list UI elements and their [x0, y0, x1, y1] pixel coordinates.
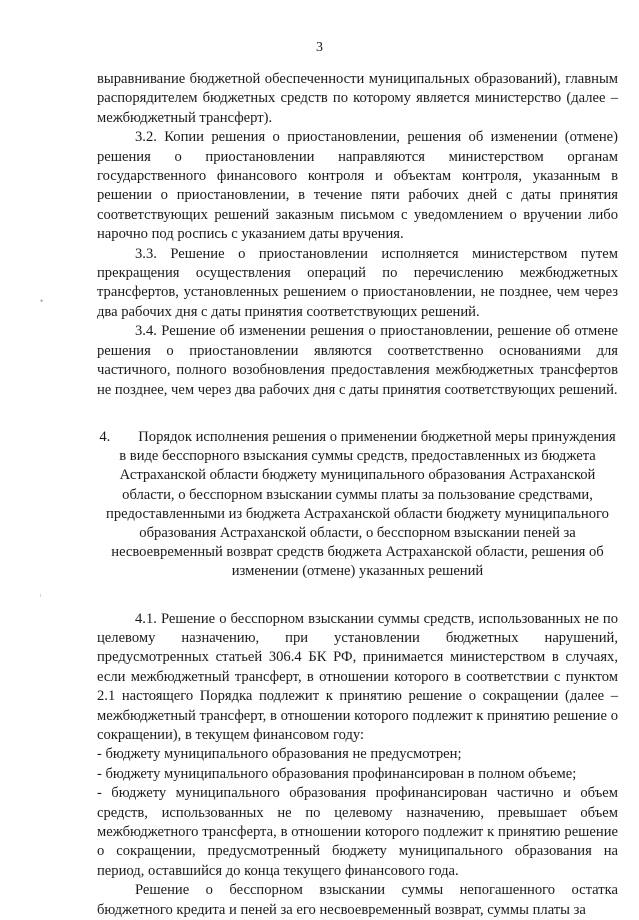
section-heading-number: 4.	[99, 428, 111, 445]
list-item: - бюджету муниципального образования не предусмотрен;	[97, 746, 462, 763]
paragraph-3-2: 3.2. Копии решения о приостановлении, решения об изменении (отмене) решения о приостановлении направляются министерством органам государственного финансового контроля и объектам контроля, указанным в решении о приостановлении, в течение пяти рабочих дней с даты принятия соответствующих решений заказным письмом с уведомлением о вручении либо нарочно под роспись с указанием даты вручения.	[97, 129, 618, 243]
paragraph-last: Решение о бесспорном взыскании суммы непогашенного остатка бюджетного кредита и пеней за его несвоевременный возврат, суммы платы за	[97, 882, 618, 918]
page-number: 3	[316, 40, 323, 55]
paragraph-3-4: 3.4. Решение об изменении решения о приостановлении, решение об отмене решения о приостановлении являются соответственно основаниями для частичного, полного возобновления предоставления межбюджетных трансфертов не позднее, чем через два рабочих дня с даты принятия соответствующих решений.	[97, 323, 618, 398]
list-item: - бюджету муниципального образования профинансирован в полном объеме;	[97, 765, 577, 782]
list-item: - бюджету муниципального образования профинансирован частично и объем средств, использованных не по целевому назначению, превышает объем межбюджетного трансферта, в отношении которого подлежит к принятию решение о сокращении, предусмотренный бюджету муниципального образования на период, оставшийся до конца текущего финансового года.	[97, 785, 618, 879]
section-heading-text: Порядок исполнения решения о применении бюджетной меры принуждения в виде бесспорного взыскания суммы средств, предоставленных из бюджета Астраханской области бюджету муниципального образования Астраханской области, о бесспорном взыскании суммы платы за пользование средствами, предоставленными из бюджета Астраханской области бюджету муниципального образования Астраханской области, о бесспорном взыскании пеней за несвоевременный возврат средств бюджета Астраханской области, решения об изменении (отмене) указанных решений	[106, 428, 616, 580]
section-heading	[97, 428, 618, 582]
margin-mark: ᵢ	[40, 588, 42, 598]
paragraph-3-3: 3.3. Решение о приостановлении исполняется министерством путем прекращения осуществления операций по перечислению межбюджетных трансфертов, установленных решением о приостановлении, не позднее, чем через два рабочих дня с даты принятия соответствующих решений.	[97, 245, 618, 320]
paragraph-4-1: 4.1. Решение о бесспорном взыскании суммы средств, использованных не по целевому назначению, при установлении бюджетных нарушений, предусмотренных статьей 306.4 БК РФ, принимается министерством в случаях, если межбюджетный трансферт, в отношении которого в соответствии с пунктом 2.1 настоящего Порядка подлежит к принятию решение о сокращении (далее – межбюджетный трансферт, в отношении которого подлежит к принятию решение о сокращении), в текущем финансовом году:	[97, 610, 618, 743]
document-body	[97, 70, 618, 920]
paragraph-continuation: выравнивание бюджетной обеспеченности муниципальных образований), главным распорядителем бюджетных средств по которому является министерство (далее – межбюджетный трансферт).	[97, 71, 618, 126]
margin-mark: •	[40, 296, 44, 306]
